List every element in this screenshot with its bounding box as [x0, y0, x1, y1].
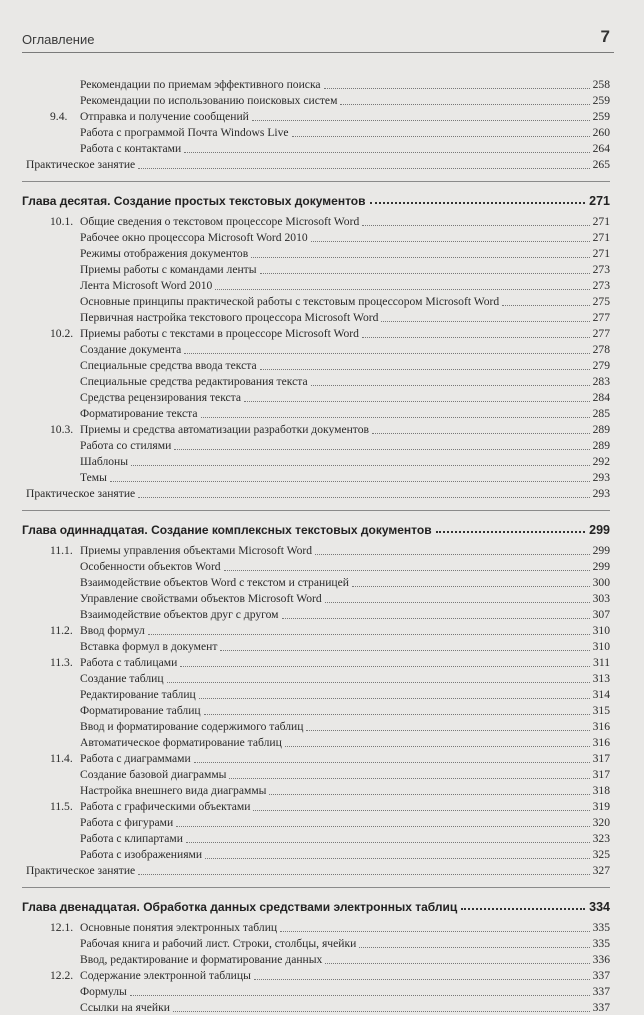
toc-item-title: Практическое занятие — [26, 864, 136, 877]
toc-section[interactable] — [22, 542, 610, 558]
toc-item-title: Ссылки на ячейки — [80, 1001, 170, 1014]
leader-dots — [130, 995, 590, 996]
toc-subsection[interactable] — [22, 357, 610, 373]
toc-subsection[interactable] — [22, 469, 610, 485]
toc-item-title: Ввод и форматирование содержимого таблиц — [80, 720, 304, 733]
toc-item-title: Работа с диаграммами — [80, 752, 191, 765]
toc-item-page: 316 — [592, 736, 610, 749]
toc-item-page: 300 — [592, 576, 610, 589]
toc-section[interactable] — [22, 325, 610, 341]
toc-item-page: 323 — [592, 832, 610, 845]
toc-subsection[interactable] — [22, 277, 610, 293]
leader-dots — [370, 202, 586, 204]
page-number: 7 — [600, 27, 610, 46]
toc-item-page: 317 — [592, 768, 610, 781]
toc-item-page: 271 — [592, 247, 610, 260]
leader-dots — [362, 337, 590, 338]
leader-dots — [340, 104, 589, 105]
toc-item-page: 337 — [592, 985, 610, 998]
leader-dots — [176, 826, 589, 827]
toc-item-page: 337 — [592, 1001, 610, 1014]
toc-item-page: 277 — [592, 327, 610, 340]
leader-dots — [167, 682, 590, 683]
leader-dots — [215, 289, 589, 290]
toc-subsection[interactable] — [22, 766, 610, 782]
leader-dots — [186, 842, 590, 843]
toc-item-title: Работа с таблицами — [80, 656, 178, 669]
section-number: 12.1. — [50, 921, 74, 934]
leader-dots — [199, 698, 590, 699]
leader-dots — [224, 570, 590, 571]
leader-dots — [254, 979, 590, 980]
toc-item-title: Приемы управления объектами Microsoft Word — [80, 544, 313, 557]
toc-item-page: 265 — [592, 158, 610, 171]
toc-item-title: Вставка формул в документ — [80, 640, 218, 653]
toc-item-page: 335 — [592, 921, 610, 934]
toc-item-title: Форматирование текста — [80, 407, 198, 420]
leader-dots — [352, 586, 590, 587]
leader-dots — [138, 168, 589, 169]
leader-dots — [260, 273, 590, 274]
table-of-contents — [22, 76, 610, 1015]
leader-dots — [461, 908, 585, 910]
toc-subsection[interactable] — [22, 558, 610, 574]
section-number: 11.1. — [50, 544, 73, 557]
leader-dots — [138, 497, 589, 498]
toc-subsection[interactable] — [22, 124, 610, 140]
toc-item-title: Первичная настройка текстового процессора Microsoft Word — [80, 311, 379, 324]
toc-item-page: 271 — [592, 231, 610, 244]
toc-subsection[interactable] — [22, 686, 610, 702]
toc-subsection[interactable] — [22, 437, 610, 453]
toc-subsection[interactable] — [22, 245, 610, 261]
section-number: 9.4. — [50, 110, 68, 123]
section-number: 11.2. — [50, 624, 73, 637]
section-number: 11.4. — [50, 752, 73, 765]
toc-item-title: Создание базовой диаграммы — [80, 768, 227, 781]
toc-item-page: 325 — [592, 848, 610, 861]
toc-chapter[interactable] — [22, 181, 610, 208]
toc-item-title: Взаимодействие объектов друг с другом — [80, 608, 279, 621]
toc-item-title: Работа с изображениями — [80, 848, 203, 861]
section-number: 10.2. — [50, 327, 74, 340]
toc-item-title: Практическое занятие — [26, 158, 136, 171]
toc-item-page: 315 — [592, 704, 610, 717]
toc-item-title: Работа с клипартами — [80, 832, 183, 845]
leader-dots — [306, 730, 589, 731]
toc-item-title: Управление свойствами объектов Microsoft Word — [80, 592, 322, 605]
toc-item-page: 314 — [592, 688, 610, 701]
chapter-page: 271 — [589, 194, 610, 208]
leader-dots — [251, 257, 589, 258]
leader-dots — [359, 947, 589, 948]
leader-dots — [252, 120, 590, 121]
chapter-page: 299 — [589, 523, 610, 537]
toc-item-page: 299 — [592, 560, 610, 573]
leader-dots — [280, 931, 590, 932]
toc-section[interactable] — [22, 108, 610, 124]
leader-dots — [174, 449, 589, 450]
toc-item-page: 283 — [592, 375, 610, 388]
toc-item-title: Специальные средства редактирования текста — [80, 375, 308, 388]
toc-subsection[interactable] — [22, 574, 610, 590]
toc-item-title: Рабочее окно процессора Microsoft Word 2010 — [80, 231, 308, 244]
toc-item-page: 319 — [592, 800, 610, 813]
header-title: Оглавление — [22, 32, 95, 47]
leader-dots — [201, 417, 590, 418]
toc-item-page: 337 — [592, 969, 610, 982]
leader-dots — [285, 746, 590, 747]
toc-subsection[interactable] — [22, 782, 610, 798]
toc-item-title: Рабочая книга и рабочий лист. Строки, столбцы, ячейки — [80, 937, 357, 950]
toc-item-page: 273 — [592, 263, 610, 276]
toc-practice-item[interactable] — [22, 156, 610, 172]
chapter-title: Глава десятая. Создание простых текстовых документов — [22, 194, 366, 208]
toc-item-title: Содержание электронной таблицы — [80, 969, 251, 982]
toc-practice-item[interactable] — [22, 862, 610, 878]
toc-subsection[interactable] — [22, 702, 610, 718]
toc-subsection[interactable] — [22, 814, 610, 830]
toc-item-page: 278 — [592, 343, 610, 356]
leader-dots — [253, 810, 589, 811]
toc-item-title: Практическое занятие — [26, 487, 136, 500]
toc-item-title: Основные понятия электронных таблиц — [80, 921, 278, 934]
toc-item-page: 299 — [592, 544, 610, 557]
running-header — [22, 27, 614, 53]
toc-item-title: Приемы работы с текстами в процессоре Microsoft Word — [80, 327, 359, 340]
toc-subsection[interactable] — [22, 76, 610, 92]
toc-item-title: Режимы отображения документов — [80, 247, 249, 260]
toc-item-page: 310 — [592, 624, 610, 637]
toc-item-page: 292 — [592, 455, 610, 468]
toc-subsection[interactable] — [22, 405, 610, 421]
leader-dots — [282, 618, 590, 619]
toc-item-title: Темы — [80, 471, 107, 484]
leader-dots — [292, 136, 590, 137]
toc-section[interactable] — [22, 213, 610, 229]
section-number: 11.3. — [50, 656, 73, 669]
toc-subsection[interactable] — [22, 718, 610, 734]
toc-item-title: Автоматическое форматирование таблиц — [80, 736, 282, 749]
leader-dots — [311, 385, 590, 386]
chapter-page: 334 — [589, 900, 610, 914]
toc-item-title: Работа с графическими объектами — [80, 800, 251, 813]
toc-item-page: 327 — [592, 864, 610, 877]
toc-item-title: Шаблоны — [80, 455, 129, 468]
toc-item-page: 336 — [592, 953, 610, 966]
leader-dots — [205, 858, 590, 859]
toc-subsection[interactable] — [22, 453, 610, 469]
toc-item-title: Общие сведения о текстовом процессоре Microsoft Word — [80, 215, 360, 228]
toc-item-title: Форматирование таблиц — [80, 704, 201, 717]
leader-dots — [204, 714, 590, 715]
chapter-title: Глава одиннадцатая. Создание комплексных текстовых документов — [22, 523, 432, 537]
leader-dots — [173, 1011, 590, 1012]
toc-item-page: 259 — [592, 110, 610, 123]
toc-item-page: 307 — [592, 608, 610, 621]
toc-section[interactable] — [22, 622, 610, 638]
toc-item-page: 284 — [592, 391, 610, 404]
leader-dots — [381, 321, 589, 322]
toc-item-page: 313 — [592, 672, 610, 685]
toc-item-title: Приемы и средства автоматизации разработки документов — [80, 423, 369, 436]
toc-item-page: 258 — [592, 78, 610, 91]
toc-item-page: 259 — [592, 94, 610, 107]
toc-item-page: 289 — [592, 439, 610, 452]
section-number: 10.3. — [50, 423, 74, 436]
toc-item-page: 285 — [592, 407, 610, 420]
toc-subsection[interactable] — [22, 92, 610, 108]
leader-dots — [110, 481, 590, 482]
toc-chapter[interactable] — [22, 887, 610, 914]
toc-subsection[interactable] — [22, 999, 610, 1015]
toc-item-page: 279 — [592, 359, 610, 372]
leader-dots — [184, 353, 589, 354]
leader-dots — [184, 152, 589, 153]
toc-item-title: Рекомендации по приемам эффективного поиска — [80, 78, 321, 91]
toc-item-title: Специальные средства ввода текста — [80, 359, 257, 372]
section-number: 12.2. — [50, 969, 74, 982]
leader-dots — [362, 225, 589, 226]
leader-dots — [502, 305, 589, 306]
toc-item-title: Отправка и получение сообщений — [80, 110, 249, 123]
toc-subsection[interactable] — [22, 261, 610, 277]
toc-item-title: Приемы работы с командами ленты — [80, 263, 257, 276]
toc-item-title: Средства рецензирования текста — [80, 391, 242, 404]
toc-subsection[interactable] — [22, 389, 610, 405]
toc-subsection[interactable] — [22, 140, 610, 156]
toc-item-title: Создание таблиц — [80, 672, 164, 685]
leader-dots — [325, 963, 589, 964]
toc-item-title: Работа со стилями — [80, 439, 172, 452]
toc-practice-item[interactable] — [22, 485, 610, 501]
toc-item-title: Создание документа — [80, 343, 182, 356]
leader-dots — [138, 874, 589, 875]
toc-subsection[interactable] — [22, 983, 610, 999]
toc-section[interactable] — [22, 654, 610, 670]
toc-item-page: 311 — [593, 656, 610, 669]
toc-item-page: 335 — [592, 937, 610, 950]
toc-item-page: 318 — [592, 784, 610, 797]
toc-item-title: Формулы — [80, 985, 127, 998]
toc-item-page: 260 — [592, 126, 610, 139]
toc-item-title: Ввод, редактирование и форматирование данных — [80, 953, 323, 966]
toc-item-page: 277 — [592, 311, 610, 324]
toc-subsection[interactable] — [22, 935, 610, 951]
section-number: 11.5. — [50, 800, 73, 813]
toc-item-title: Лента Microsoft Word 2010 — [80, 279, 213, 292]
leader-dots — [244, 401, 590, 402]
toc-subsection[interactable] — [22, 606, 610, 622]
toc-section[interactable] — [22, 421, 610, 437]
toc-item-title: Работа с программой Почта Windows Live — [80, 126, 289, 139]
toc-subsection[interactable] — [22, 590, 610, 606]
toc-subsection[interactable] — [22, 341, 610, 357]
leader-dots — [372, 433, 590, 434]
leader-dots — [436, 531, 586, 533]
toc-item-title: Ввод формул — [80, 624, 145, 637]
toc-item-title: Взаимодействие объектов Word с текстом и страницей — [80, 576, 349, 589]
toc-item-title: Основные принципы практической работы с текстовым процессором Microsoft Word — [80, 295, 500, 308]
toc-section[interactable] — [22, 967, 610, 983]
leader-dots — [180, 666, 590, 667]
toc-subsection[interactable] — [22, 846, 610, 862]
toc-item-page: 316 — [592, 720, 610, 733]
toc-section[interactable] — [22, 798, 610, 814]
leader-dots — [324, 88, 590, 89]
toc-subsection[interactable] — [22, 951, 610, 967]
toc-item-page: 310 — [592, 640, 610, 653]
section-number: 10.1. — [50, 215, 74, 228]
toc-subsection[interactable] — [22, 309, 610, 325]
toc-item-page: 303 — [592, 592, 610, 605]
leader-dots — [311, 241, 590, 242]
leader-dots — [315, 554, 590, 555]
toc-item-title: Работа с фигурами — [80, 816, 174, 829]
toc-subsection[interactable] — [22, 734, 610, 750]
toc-chapter[interactable] — [22, 510, 610, 537]
leader-dots — [131, 465, 590, 466]
leader-dots — [269, 794, 589, 795]
toc-item-page: 264 — [592, 142, 610, 155]
toc-item-page: 320 — [592, 816, 610, 829]
leader-dots — [260, 369, 590, 370]
toc-item-page: 293 — [592, 487, 610, 500]
leader-dots — [229, 778, 589, 779]
toc-item-page: 289 — [592, 423, 610, 436]
leader-dots — [220, 650, 589, 651]
toc-item-title: Работа с контактами — [80, 142, 182, 155]
toc-item-title: Редактирование таблиц — [80, 688, 196, 701]
toc-subsection[interactable] — [22, 830, 610, 846]
toc-subsection[interactable] — [22, 293, 610, 309]
chapter-title: Глава двенадцатая. Обработка данных средствами электронных таблиц — [22, 900, 458, 914]
toc-item-title: Особенности объектов Word — [80, 560, 221, 573]
toc-item-page: 275 — [592, 295, 610, 308]
toc-item-page: 317 — [592, 752, 610, 765]
toc-section[interactable] — [22, 919, 610, 935]
toc-section[interactable] — [22, 750, 610, 766]
leader-dots — [194, 762, 590, 763]
toc-subsection[interactable] — [22, 373, 610, 389]
toc-item-title: Настройка внешнего вида диаграммы — [80, 784, 267, 797]
toc-item-page: 271 — [592, 215, 610, 228]
leader-dots — [325, 602, 590, 603]
toc-item-page: 293 — [592, 471, 610, 484]
toc-subsection[interactable] — [22, 670, 610, 686]
leader-dots — [148, 634, 590, 635]
toc-subsection[interactable] — [22, 638, 610, 654]
toc-subsection[interactable] — [22, 229, 610, 245]
toc-item-title: Рекомендации по использованию поисковых систем — [80, 94, 338, 107]
toc-item-page: 273 — [592, 279, 610, 292]
